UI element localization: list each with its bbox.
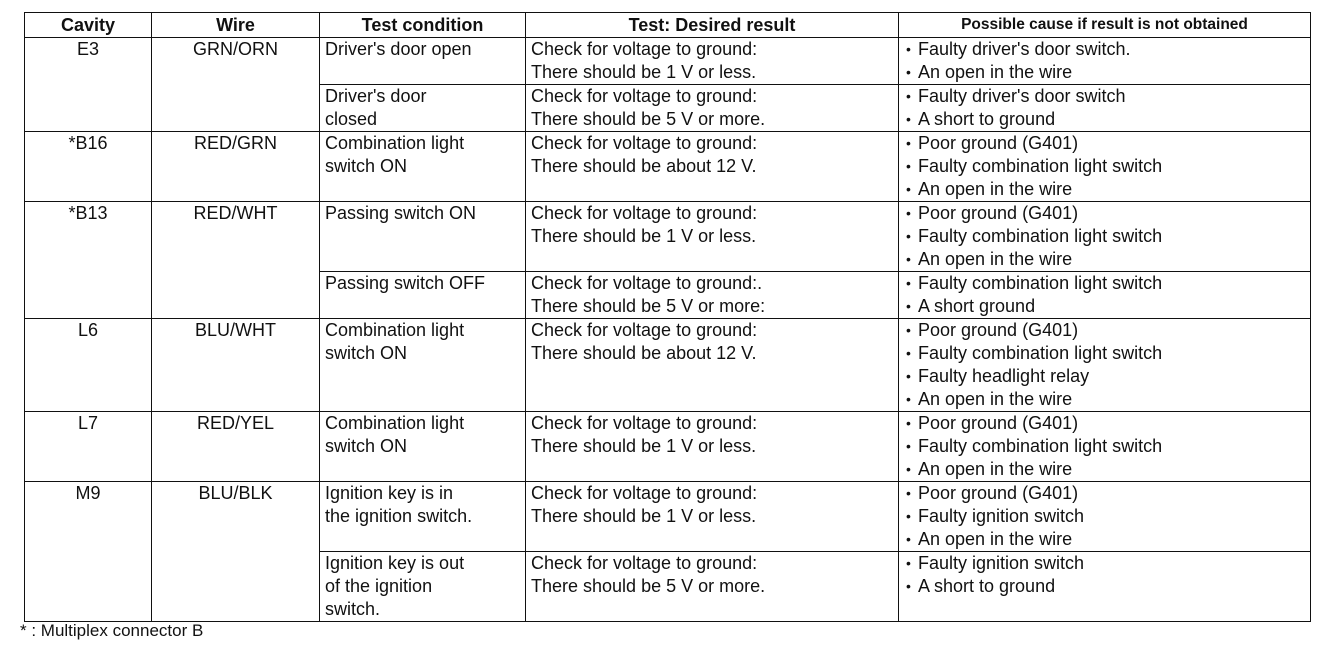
cause-item: • Faulty combination light switch bbox=[904, 342, 1305, 365]
cause-item: • Faulty driver's door switch bbox=[904, 85, 1305, 108]
cause-item: • Faulty combination light switch bbox=[904, 225, 1305, 248]
table-row bbox=[25, 482, 1311, 552]
desired-result-cell-line: There should be about 12 V. bbox=[531, 343, 757, 363]
wire-cell: RED/WHT bbox=[152, 202, 320, 319]
test-condition-cell-line: Passing switch OFF bbox=[325, 273, 486, 293]
test-condition-cell bbox=[320, 552, 526, 622]
header-desired-result: Test: Desired result bbox=[526, 13, 899, 38]
possible-cause-cell bbox=[899, 272, 1311, 319]
test-condition-cell-line: Ignition key is out bbox=[325, 553, 465, 573]
cavity-cell: L7 bbox=[25, 412, 152, 482]
test-condition-cell-line: closed bbox=[325, 109, 378, 129]
wire-cell: GRN/ORN bbox=[152, 38, 320, 132]
test-condition-cell-line: switch ON bbox=[325, 343, 408, 363]
desired-result-cell-line: There should be 1 V or less. bbox=[531, 436, 757, 456]
header-wire: Wire bbox=[152, 13, 320, 38]
table-row bbox=[25, 202, 1311, 272]
test-condition-cell bbox=[320, 85, 526, 132]
test-condition-cell bbox=[320, 132, 526, 202]
wire-cell: BLU/BLK bbox=[152, 482, 320, 622]
header-cavity: Cavity bbox=[25, 13, 152, 38]
desired-result-cell bbox=[526, 272, 899, 319]
cavity-cell: *B16 bbox=[25, 132, 152, 202]
cause-item: • Poor ground (G401) bbox=[904, 482, 1305, 505]
desired-result-cell bbox=[526, 412, 899, 482]
test-condition-cell bbox=[320, 38, 526, 85]
test-condition-cell bbox=[320, 202, 526, 272]
footnote: * : Multiplex connector B bbox=[20, 621, 204, 640]
cause-item: • Poor ground (G401) bbox=[904, 132, 1305, 155]
test-condition-cell-line: switch ON bbox=[325, 436, 408, 456]
desired-result-cell-line: There should be 5 V or more. bbox=[531, 576, 766, 596]
wire-cell: BLU/WHT bbox=[152, 319, 320, 412]
possible-cause-cell bbox=[899, 132, 1311, 202]
cause-item: • An open in the wire bbox=[904, 178, 1305, 201]
test-condition-cell-line: Passing switch ON bbox=[325, 203, 477, 223]
desired-result-cell-line: Check for voltage to ground: bbox=[531, 86, 758, 106]
wire-cell: RED/GRN bbox=[152, 132, 320, 202]
cause-item: • Faulty ignition switch bbox=[904, 552, 1305, 575]
wire-cell: RED/YEL bbox=[152, 412, 320, 482]
test-condition-cell-line: of the ignition bbox=[325, 576, 433, 596]
desired-result-cell-line: There should be 1 V or less. bbox=[531, 506, 757, 526]
cause-item: • Faulty combination light switch bbox=[904, 435, 1305, 458]
test-condition-cell-line: Driver's door open bbox=[325, 39, 472, 59]
table-body bbox=[25, 38, 1311, 622]
test-condition-cell bbox=[320, 272, 526, 319]
diagnostic-table bbox=[24, 12, 1311, 622]
possible-cause-cell bbox=[899, 38, 1311, 85]
desired-result-cell bbox=[526, 202, 899, 272]
possible-cause-cell bbox=[899, 202, 1311, 272]
test-condition-cell-line: the ignition switch. bbox=[325, 506, 473, 526]
possible-cause-cell bbox=[899, 412, 1311, 482]
test-condition-cell-line: Combination light bbox=[325, 320, 465, 340]
test-condition-cell bbox=[320, 412, 526, 482]
desired-result-cell-line: Check for voltage to ground: bbox=[531, 320, 758, 340]
table-row bbox=[25, 412, 1311, 482]
table-row bbox=[25, 38, 1311, 85]
cause-item: • A short ground bbox=[904, 295, 1305, 318]
cause-item: • Faulty combination light switch bbox=[904, 272, 1305, 295]
header-test-condition: Test condition bbox=[320, 13, 526, 38]
cause-item: • Poor ground (G401) bbox=[904, 412, 1305, 435]
cavity-cell: L6 bbox=[25, 319, 152, 412]
cause-item: • An open in the wire bbox=[904, 248, 1305, 271]
table-row bbox=[25, 132, 1311, 202]
test-condition-cell-line: Combination light bbox=[325, 133, 465, 153]
cause-item: • Faulty ignition switch bbox=[904, 505, 1305, 528]
header-row bbox=[25, 13, 1311, 38]
test-condition-cell bbox=[320, 319, 526, 412]
desired-result-cell bbox=[526, 319, 899, 412]
cavity-cell: *B13 bbox=[25, 202, 152, 319]
possible-cause-cell bbox=[899, 85, 1311, 132]
cause-item: • Poor ground (G401) bbox=[904, 319, 1305, 342]
cavity-cell: E3 bbox=[25, 38, 152, 132]
desired-result-cell-line: There should be 1 V or less. bbox=[531, 226, 757, 246]
test-condition-cell-line: Combination light bbox=[325, 413, 465, 433]
desired-result-cell bbox=[526, 38, 899, 85]
cause-item: • Faulty headlight relay bbox=[904, 365, 1305, 388]
test-condition-cell-line: switch ON bbox=[325, 156, 408, 176]
test-condition-cell-line: Driver's door bbox=[325, 86, 427, 106]
desired-result-cell-line: Check for voltage to ground: bbox=[531, 203, 758, 223]
test-condition-cell-line: switch. bbox=[325, 599, 381, 619]
possible-cause-cell bbox=[899, 319, 1311, 412]
cause-item: • A short to ground bbox=[904, 575, 1305, 598]
diagnostic-table-container bbox=[24, 12, 1310, 622]
cause-item: • An open in the wire bbox=[904, 388, 1305, 411]
header-possible-cause: Possible cause if result is not obtained bbox=[899, 13, 1311, 38]
table-row bbox=[25, 319, 1311, 412]
possible-cause-cell bbox=[899, 482, 1311, 552]
cause-item: • Faulty combination light switch bbox=[904, 155, 1305, 178]
desired-result-cell-line: There should be about 12 V. bbox=[531, 156, 757, 176]
cause-item: • A short to ground bbox=[904, 108, 1305, 131]
desired-result-cell bbox=[526, 482, 899, 552]
desired-result-cell-line: Check for voltage to ground: bbox=[531, 483, 758, 503]
desired-result-cell-line: There should be 5 V or more. bbox=[531, 109, 766, 129]
test-condition-cell-line: Ignition key is in bbox=[325, 483, 454, 503]
test-condition-cell bbox=[320, 482, 526, 552]
cause-item: • Poor ground (G401) bbox=[904, 202, 1305, 225]
cause-item: • Faulty driver's door switch. bbox=[904, 38, 1305, 61]
desired-result-cell-line: Check for voltage to ground: bbox=[531, 133, 758, 153]
possible-cause-cell bbox=[899, 552, 1311, 622]
cause-item: • An open in the wire bbox=[904, 528, 1305, 551]
desired-result-cell-line: Check for voltage to ground:. bbox=[531, 273, 763, 293]
desired-result-cell bbox=[526, 552, 899, 622]
desired-result-cell-line: There should be 1 V or less. bbox=[531, 62, 757, 82]
desired-result-cell-line: There should be 5 V or more: bbox=[531, 296, 766, 316]
cause-item: • An open in the wire bbox=[904, 458, 1305, 481]
desired-result-cell-line: Check for voltage to ground: bbox=[531, 413, 758, 433]
cavity-cell: M9 bbox=[25, 482, 152, 622]
desired-result-cell bbox=[526, 132, 899, 202]
desired-result-cell-line: Check for voltage to ground: bbox=[531, 39, 758, 59]
desired-result-cell-line: Check for voltage to ground: bbox=[531, 553, 758, 573]
cause-item: • An open in the wire bbox=[904, 61, 1305, 84]
desired-result-cell bbox=[526, 85, 899, 132]
